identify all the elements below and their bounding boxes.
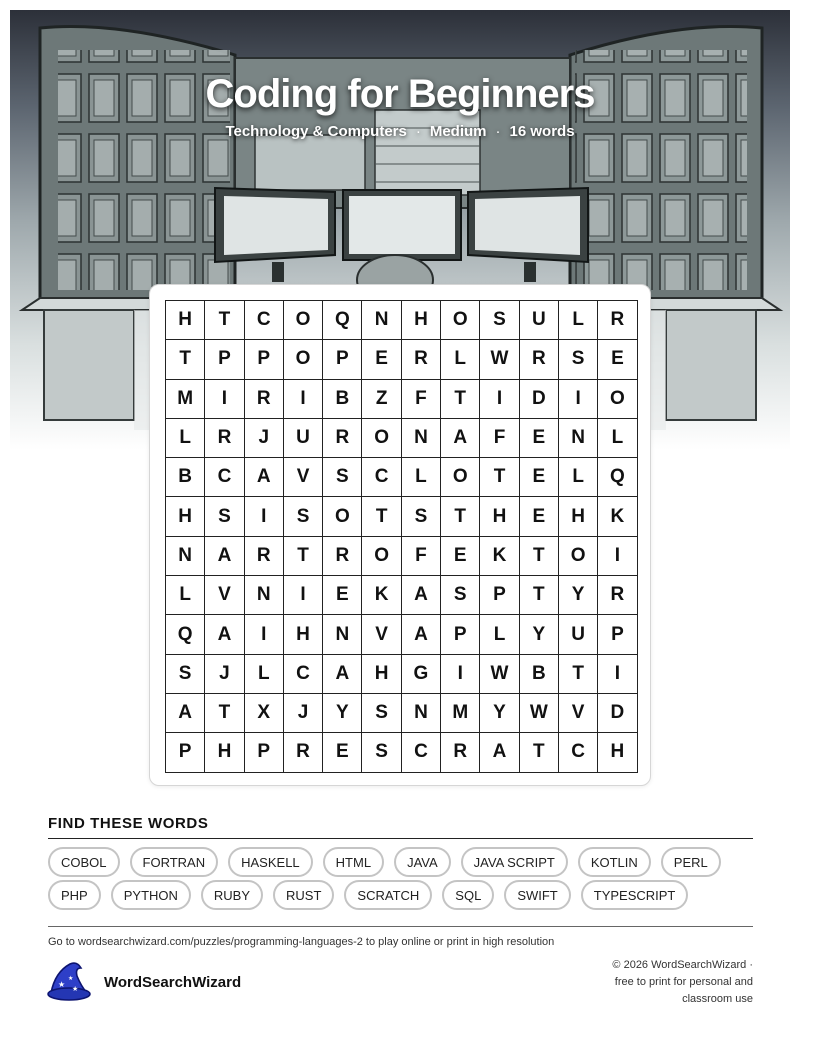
grid-cell[interactable]: O [598, 379, 637, 418]
grid-cell[interactable]: L [441, 340, 480, 379]
wizard-hat-icon [46, 962, 92, 1002]
grid-cell[interactable]: B [166, 458, 205, 497]
grid-cell[interactable]: I [598, 654, 637, 693]
word-chip[interactable]: HTML [323, 847, 384, 877]
grid-cell[interactable]: G [401, 654, 440, 693]
grid-cell[interactable]: W [519, 693, 558, 732]
grid-cell[interactable]: Y [480, 693, 519, 732]
word-chip[interactable]: RUBY [201, 880, 263, 910]
grid-cell[interactable]: E [519, 418, 558, 457]
copyright-line: classroom use [682, 993, 753, 1005]
grid-cell[interactable]: L [166, 576, 205, 615]
grid-cell[interactable]: C [362, 458, 401, 497]
word-chip[interactable]: PHP [48, 880, 101, 910]
grid-cell[interactable]: H [480, 497, 519, 536]
grid-row [166, 379, 638, 418]
grid-cell[interactable]: R [598, 301, 637, 340]
grid-cell[interactable]: V [558, 693, 597, 732]
divider [48, 926, 753, 927]
grid-cell[interactable]: A [323, 654, 362, 693]
grid-cell[interactable]: P [323, 340, 362, 379]
grid-cell[interactable]: O [323, 497, 362, 536]
grid-cell[interactable]: T [166, 340, 205, 379]
grid-cell[interactable]: N [401, 693, 440, 732]
grid-cell[interactable]: Q [323, 301, 362, 340]
grid-cell[interactable]: C [205, 458, 244, 497]
grid-cell[interactable]: R [519, 340, 558, 379]
grid-cell[interactable]: A [401, 615, 440, 654]
grid-cell[interactable]: I [480, 379, 519, 418]
grid-cell[interactable]: E [598, 340, 637, 379]
word-chip[interactable]: JAVA [394, 847, 451, 877]
grid-cell[interactable]: X [244, 693, 283, 732]
grid-cell[interactable]: I [558, 379, 597, 418]
grid-cell[interactable]: J [244, 418, 283, 457]
word-chip[interactable]: COBOL [48, 847, 120, 877]
grid-cell[interactable]: C [401, 733, 440, 772]
grid-cell[interactable]: Y [323, 693, 362, 732]
grid-cell[interactable]: N [244, 576, 283, 615]
word-chip[interactable]: FORTRAN [130, 847, 219, 877]
grid-cell[interactable]: A [244, 458, 283, 497]
grid-cell[interactable]: R [244, 536, 283, 575]
grid-cell[interactable]: E [323, 576, 362, 615]
grid-cell[interactable]: W [480, 654, 519, 693]
grid-cell[interactable]: I [283, 576, 322, 615]
grid-cell[interactable]: E [441, 536, 480, 575]
grid-row [166, 733, 638, 772]
grid-cell[interactable]: V [205, 576, 244, 615]
grid-cell[interactable]: U [558, 615, 597, 654]
puzzle-title: Coding for Beginners [205, 72, 595, 116]
grid-cell[interactable]: P [480, 576, 519, 615]
grid-cell[interactable]: I [244, 497, 283, 536]
grid-cell[interactable]: N [401, 418, 440, 457]
grid-cell[interactable]: R [323, 418, 362, 457]
grid-row [166, 497, 638, 536]
word-list-heading: FIND THESE WORDS [48, 815, 209, 832]
grid-cell[interactable]: L [598, 418, 637, 457]
grid-row [166, 654, 638, 693]
word-chip[interactable]: PYTHON [111, 880, 191, 910]
grid-cell[interactable]: Y [558, 576, 597, 615]
grid-cell[interactable]: O [558, 536, 597, 575]
grid-cell[interactable]: P [244, 733, 283, 772]
grid-cell[interactable]: E [519, 458, 558, 497]
grid-cell[interactable]: C [283, 654, 322, 693]
grid-cell[interactable]: W [480, 340, 519, 379]
copyright-notice [553, 957, 753, 1008]
grid-cell[interactable]: I [244, 615, 283, 654]
grid-cell[interactable]: L [558, 458, 597, 497]
grid-cell[interactable]: H [401, 301, 440, 340]
grid-cell[interactable]: O [362, 418, 401, 457]
grid-cell[interactable]: S [323, 458, 362, 497]
grid-cell[interactable]: P [598, 615, 637, 654]
grid-cell[interactable]: Q [166, 615, 205, 654]
meta-separator: · [415, 123, 421, 140]
grid-cell[interactable]: S [283, 497, 322, 536]
grid-cell[interactable]: T [205, 301, 244, 340]
grid-cell[interactable]: C [558, 733, 597, 772]
grid-cell[interactable]: R [244, 379, 283, 418]
grid-cell[interactable]: H [598, 733, 637, 772]
grid-cell[interactable]: A [441, 418, 480, 457]
grid-cell[interactable]: H [362, 654, 401, 693]
word-chip[interactable]: TYPESCRIPT [581, 880, 689, 910]
grid-row [166, 693, 638, 732]
grid-cell[interactable]: R [205, 418, 244, 457]
grid-row [166, 301, 638, 340]
grid-cell[interactable]: O [441, 458, 480, 497]
grid-cell[interactable]: O [283, 340, 322, 379]
grid-cell[interactable]: P [441, 615, 480, 654]
grid-cell[interactable]: R [283, 733, 322, 772]
grid-cell[interactable]: P [244, 340, 283, 379]
grid-cell[interactable]: F [401, 536, 440, 575]
grid-cell[interactable]: U [519, 301, 558, 340]
grid-cell[interactable]: I [441, 654, 480, 693]
grid-cell[interactable]: S [362, 693, 401, 732]
grid-cell[interactable]: S [480, 301, 519, 340]
grid-cell[interactable]: F [401, 379, 440, 418]
divider [48, 838, 753, 839]
grid-cell[interactable]: D [598, 693, 637, 732]
svg-text:★: ★ [72, 985, 79, 993]
copyright-line: © 2026 WordSearchWizard · [612, 959, 753, 971]
grid-cell[interactable]: R [323, 536, 362, 575]
letter-grid [165, 300, 638, 773]
grid-cell[interactable]: N [166, 536, 205, 575]
grid-cell[interactable]: H [205, 733, 244, 772]
grid-cell[interactable]: T [519, 536, 558, 575]
grid-cell[interactable]: R [598, 576, 637, 615]
grid-cell[interactable]: V [283, 458, 322, 497]
category-label: Technology & Computers [225, 123, 407, 140]
word-chip[interactable]: KOTLIN [578, 847, 651, 877]
grid-cell[interactable]: T [362, 497, 401, 536]
grid-cell[interactable]: Y [519, 615, 558, 654]
grid-cell[interactable]: C [244, 301, 283, 340]
copyright-line: free to print for personal and [614, 976, 753, 988]
grid-cell[interactable]: K [362, 576, 401, 615]
word-chip[interactable]: JAVA SCRIPT [461, 847, 568, 877]
grid-cell[interactable]: P [205, 340, 244, 379]
grid-cell[interactable]: H [166, 497, 205, 536]
word-chip[interactable]: SCRATCH [344, 880, 432, 910]
grid-cell[interactable]: K [598, 497, 637, 536]
grid-cell[interactable]: A [166, 693, 205, 732]
word-chip[interactable]: SWIFT [504, 880, 570, 910]
grid-cell[interactable]: K [480, 536, 519, 575]
grid-cell[interactable]: Z [362, 379, 401, 418]
grid-row [166, 576, 638, 615]
brand[interactable] [46, 962, 241, 1002]
grid-cell[interactable]: L [166, 418, 205, 457]
grid-cell[interactable]: O [283, 301, 322, 340]
grid-row [166, 418, 638, 457]
grid-cell[interactable]: O [362, 536, 401, 575]
grid-cell[interactable]: B [519, 654, 558, 693]
grid-cell[interactable]: S [441, 576, 480, 615]
puzzle-meta [0, 123, 800, 140]
grid-cell[interactable]: A [480, 733, 519, 772]
grid-cell[interactable]: S [205, 497, 244, 536]
grid-cell[interactable]: A [205, 536, 244, 575]
grid-cell[interactable]: T [480, 458, 519, 497]
grid-cell[interactable]: I [598, 536, 637, 575]
svg-text:★: ★ [58, 980, 66, 989]
puzzle-grid-card [149, 284, 651, 786]
brand-name: WordSearchWizard [104, 973, 242, 991]
word-chip[interactable]: RUST [273, 880, 334, 910]
grid-cell[interactable]: N [558, 418, 597, 457]
grid-row [166, 615, 638, 654]
grid-cell[interactable]: L [244, 654, 283, 693]
grid-cell[interactable]: E [323, 733, 362, 772]
grid-cell[interactable]: S [362, 733, 401, 772]
grid-cell[interactable]: Q [598, 458, 637, 497]
word-chip[interactable]: HASKELL [228, 847, 313, 877]
grid-cell[interactable]: T [283, 536, 322, 575]
grid-cell[interactable]: T [519, 733, 558, 772]
grid-row [166, 458, 638, 497]
grid-cell[interactable]: D [519, 379, 558, 418]
svg-text:★: ★ [68, 975, 74, 982]
grid-cell[interactable]: L [480, 615, 519, 654]
grid-cell[interactable]: J [283, 693, 322, 732]
word-chip[interactable]: SQL [442, 880, 494, 910]
grid-cell[interactable]: S [401, 497, 440, 536]
meta-separator: · [495, 123, 501, 140]
word-list [48, 847, 758, 910]
grid-cell[interactable]: H [283, 615, 322, 654]
word-chip[interactable]: PERL [661, 847, 721, 877]
grid-cell[interactable]: E [362, 340, 401, 379]
word-count-label: 16 words [509, 123, 575, 140]
grid-cell[interactable]: H [166, 301, 205, 340]
grid-cell[interactable]: N [323, 615, 362, 654]
grid-cell[interactable]: V [362, 615, 401, 654]
grid-cell[interactable]: U [283, 418, 322, 457]
grid-cell[interactable]: R [441, 733, 480, 772]
footer-link-text[interactable]: Go to wordsearchwizard.com/puzzles/programming-languages-2 to play online or print in high resolution [48, 936, 555, 948]
grid-cell[interactable]: J [205, 654, 244, 693]
grid-cell[interactable]: T [441, 497, 480, 536]
grid-cell[interactable]: P [166, 733, 205, 772]
grid-cell[interactable]: S [166, 654, 205, 693]
grid-cell[interactable]: S [558, 340, 597, 379]
grid-cell[interactable]: A [205, 615, 244, 654]
grid-cell[interactable]: M [441, 693, 480, 732]
grid-cell[interactable]: I [283, 379, 322, 418]
grid-cell[interactable]: R [401, 340, 440, 379]
difficulty-label: Medium [429, 123, 487, 140]
grid-cell[interactable]: M [166, 379, 205, 418]
grid-cell[interactable]: F [480, 418, 519, 457]
grid-cell[interactable]: T [441, 379, 480, 418]
grid-cell[interactable]: H [558, 497, 597, 536]
grid-cell[interactable]: L [401, 458, 440, 497]
grid-cell[interactable]: A [401, 576, 440, 615]
grid-cell[interactable]: E [519, 497, 558, 536]
grid-cell[interactable]: T [519, 576, 558, 615]
grid-cell[interactable]: N [362, 301, 401, 340]
grid-cell[interactable]: T [205, 693, 244, 732]
grid-cell[interactable]: B [323, 379, 362, 418]
grid-cell[interactable]: L [558, 301, 597, 340]
grid-cell[interactable]: I [205, 379, 244, 418]
grid-cell[interactable]: T [558, 654, 597, 693]
grid-cell[interactable]: O [441, 301, 480, 340]
grid-row [166, 340, 638, 379]
grid-row [166, 536, 638, 575]
